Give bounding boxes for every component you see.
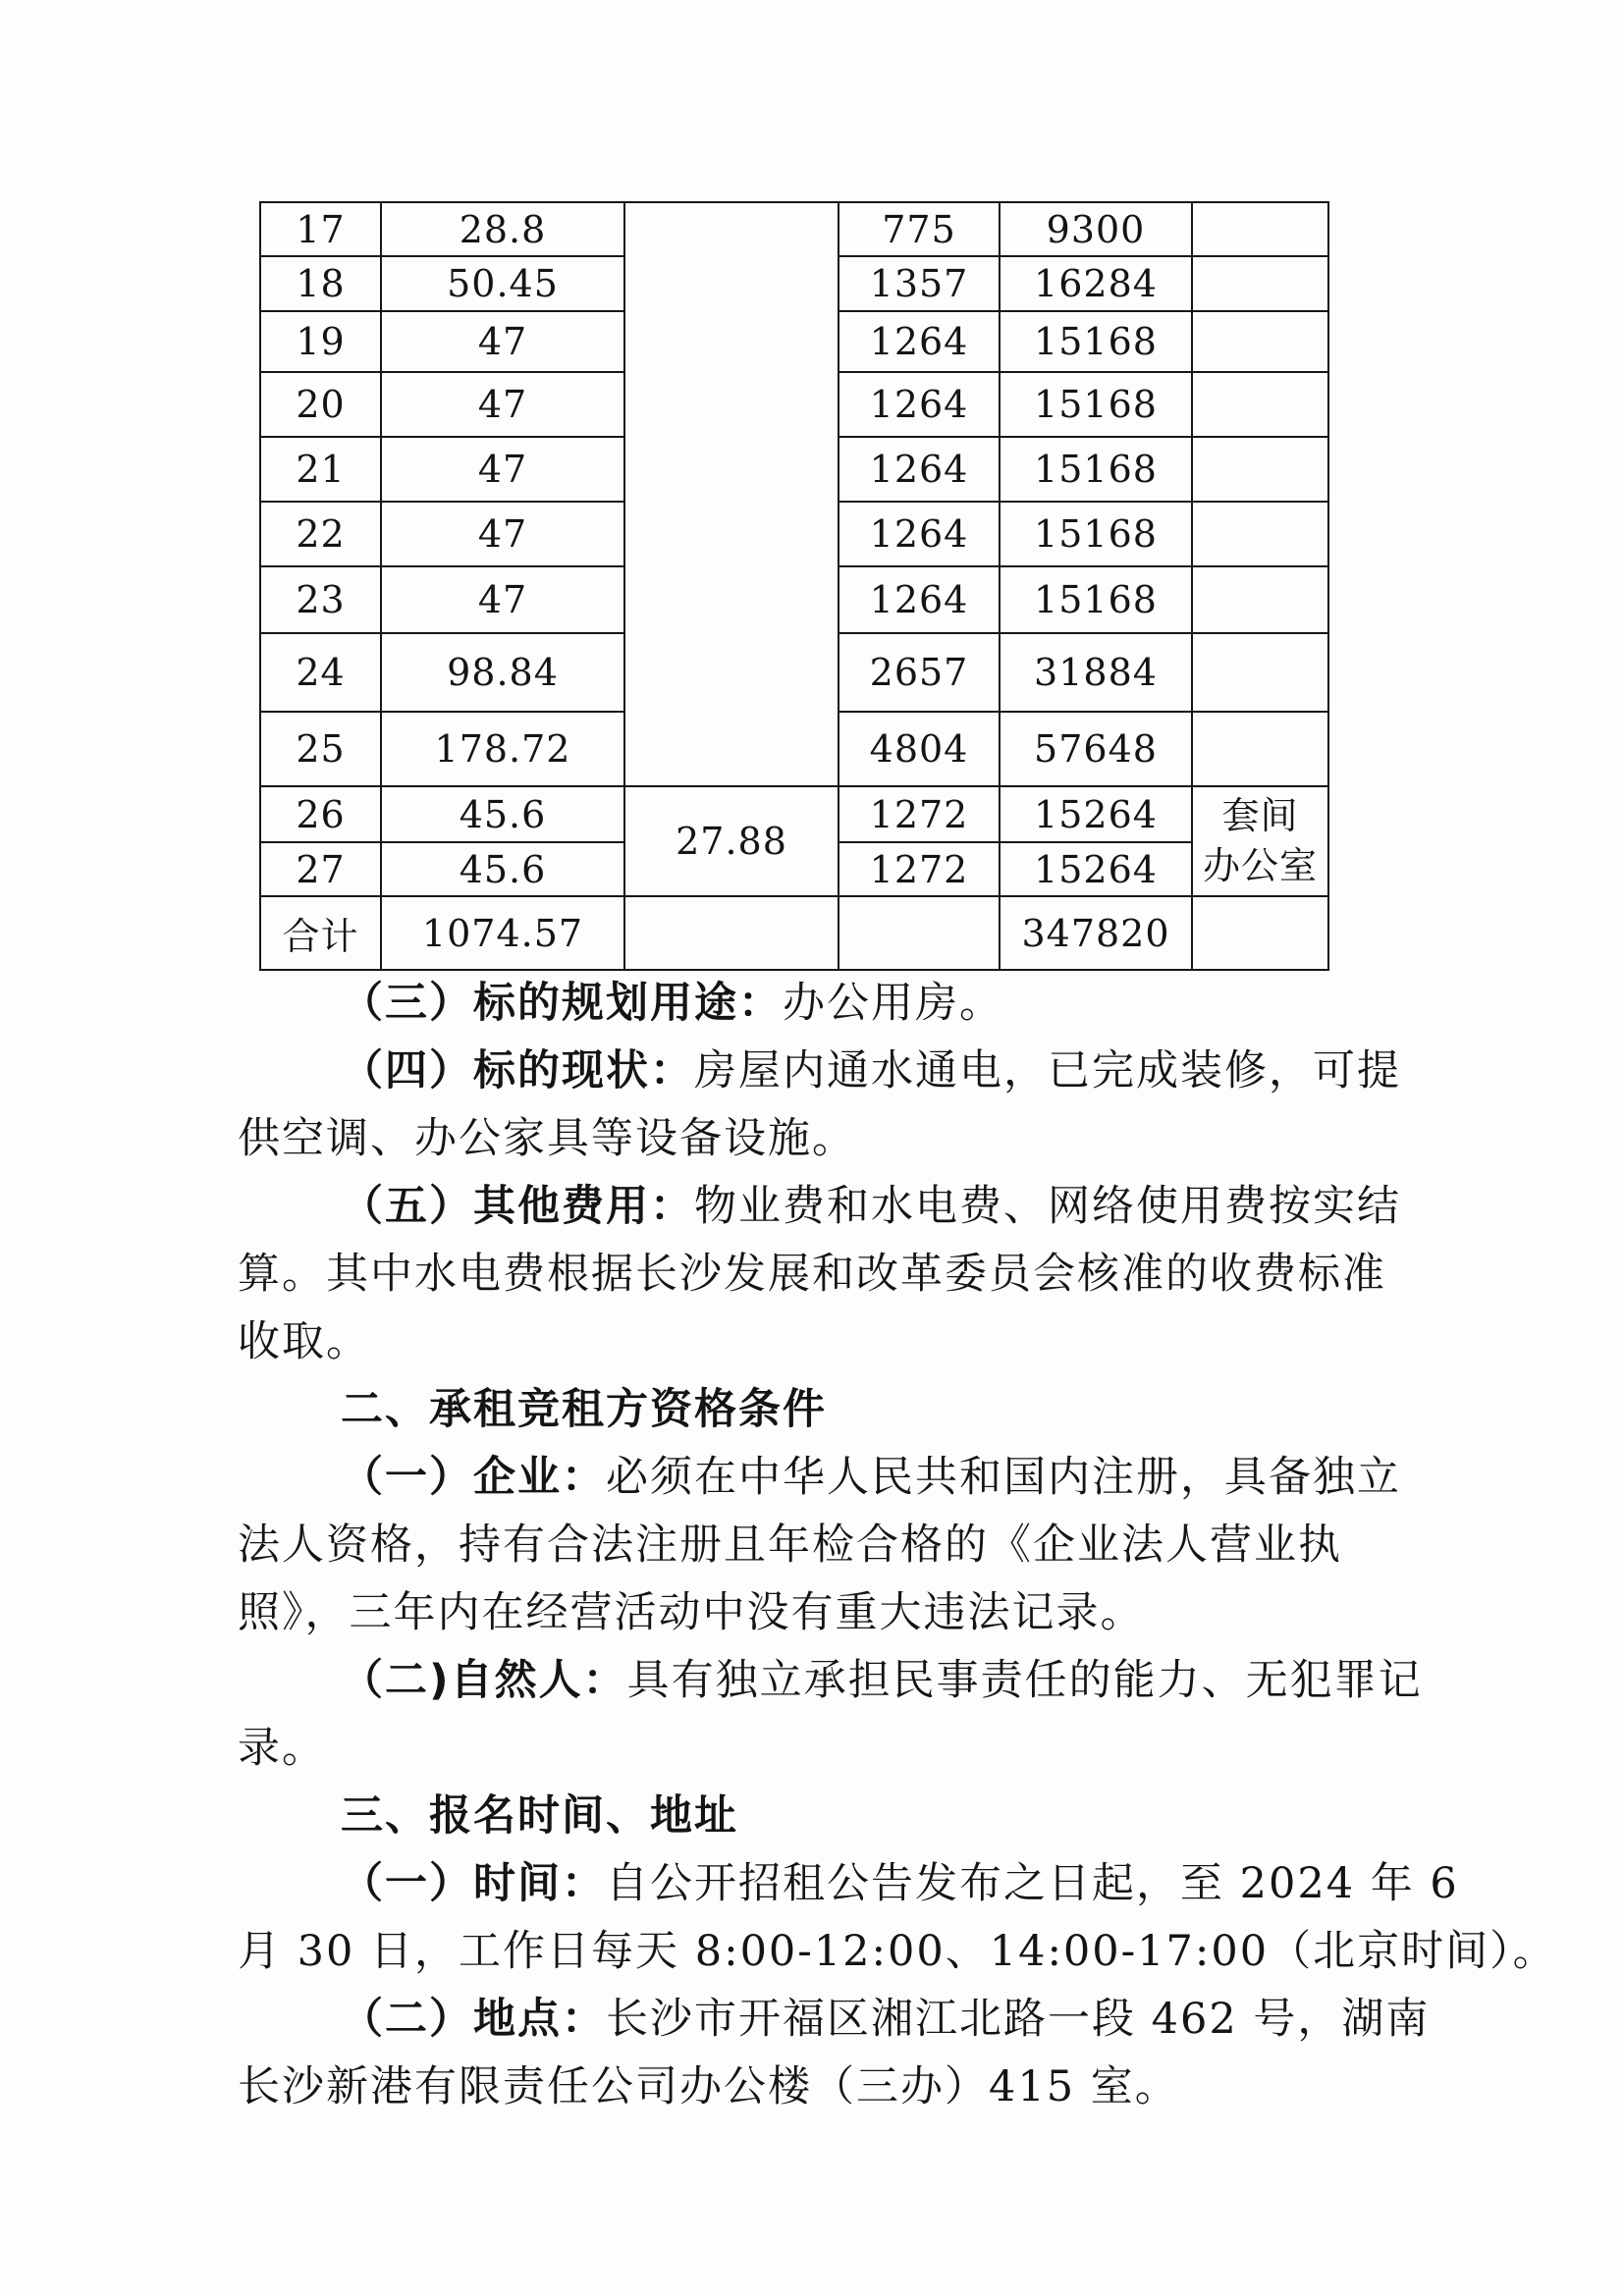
cell-no: 25: [260, 712, 381, 786]
cell-area: 47: [381, 566, 624, 633]
cell-no: 18: [260, 256, 381, 311]
paragraph-text: 房屋内通水通电，已完成装修，可提: [694, 1046, 1401, 1095]
paragraph-text: 法人资格，持有合法注册且年检合格的《企业法人营业执: [238, 1521, 1342, 1570]
cell-no: 27: [260, 842, 381, 896]
cell-no: 23: [260, 566, 381, 633]
paragraph-line: [238, 1038, 1401, 1105]
cell-total-area: 1074.57: [381, 896, 624, 970]
cell-no: 19: [260, 311, 381, 372]
paragraph-line: [238, 1308, 1396, 1376]
paragraph-line: [238, 1579, 1396, 1647]
cell-annual-rent: 9300: [1000, 202, 1192, 256]
table-row-total: [260, 896, 1328, 970]
paragraph-text: 收取。: [238, 1317, 370, 1366]
paragraph-text: 具有独立承担民事责任的能力、无犯罪记: [626, 1656, 1423, 1705]
note-line: 办公室: [1202, 844, 1318, 887]
cell-annual-rent: 15168: [1000, 372, 1192, 437]
paragraph-line: [238, 1105, 1396, 1173]
paragraph-text: 长沙新港有限责任公司办公楼（三办）415 室。: [238, 2062, 1179, 2111]
cell-annual-rent: 57648: [1000, 712, 1192, 786]
cell-annual-rent: 15168: [1000, 566, 1192, 633]
paragraph-bold-label: （二)自然人：: [341, 1656, 627, 1705]
paragraph-text: 照》，三年内在经营活动中没有重大违法记录。: [238, 1588, 1145, 1637]
paragraph-line: [238, 1918, 1557, 1986]
cell-area: 47: [381, 372, 624, 437]
cell-no: 20: [260, 372, 381, 437]
paragraph-line: [238, 1512, 1396, 1579]
paragraph-line: [238, 970, 1396, 1038]
cell-monthly-rent: 1264: [839, 437, 1000, 502]
body-text: [238, 970, 1557, 2121]
cell-monthly-rent: 1357: [839, 256, 1000, 311]
cell-annual-rent: 31884: [1000, 633, 1192, 712]
cell-annual-rent: 15168: [1000, 437, 1192, 502]
cell-area: 47: [381, 502, 624, 566]
section-heading-label: 三、报名时间、地址: [341, 1791, 738, 1841]
paragraph-line: [238, 2054, 1396, 2121]
cell-area: 45.6: [381, 786, 624, 842]
cell-area: 98.84: [381, 633, 624, 712]
cell-note-suite-office: [1192, 786, 1328, 896]
paragraph-text: 自公开招租公告发布之日起，至 2024 年 6: [606, 1859, 1459, 1908]
cell-total-annual-rent: 347820: [1000, 896, 1192, 970]
cell-monthly-rent: 4804: [839, 712, 1000, 786]
table-row: [260, 202, 1328, 256]
cell-note: [1192, 896, 1328, 970]
section-heading: [238, 1376, 1396, 1444]
cell-note: [1192, 566, 1328, 633]
table-row: [260, 786, 1328, 842]
paragraph-line: [238, 1986, 1431, 2054]
paragraph-bold-label: （四）标的现状：: [341, 1046, 694, 1095]
paragraph-line: [238, 1850, 1459, 1918]
cell-note: [1192, 202, 1328, 256]
paragraph-line: [238, 1444, 1401, 1512]
section-heading: [238, 1783, 1396, 1850]
cell-note: [1192, 256, 1328, 311]
cell-area: 178.72: [381, 712, 624, 786]
paragraph-bold-label: （一）企业：: [341, 1453, 606, 1502]
cell-monthly-rent: 1264: [839, 311, 1000, 372]
cell-monthly-rent: 2657: [839, 633, 1000, 712]
table-body: [260, 202, 1328, 970]
cell-no: 22: [260, 502, 381, 566]
cell-note: [1192, 502, 1328, 566]
paragraph-text: 物业费和水电费、网络使用费按实结: [694, 1182, 1401, 1231]
cell-annual-rent: 15168: [1000, 502, 1192, 566]
cell-note: [1192, 311, 1328, 372]
cell-unit-price: [624, 896, 839, 970]
cell-no: 21: [260, 437, 381, 502]
cell-monthly-rent: [839, 896, 1000, 970]
paragraph-text: 月 30 日，工作日每天 8:00-12:00、14:00-17:00（北京时间）。: [238, 1927, 1557, 1976]
paragraph-text: 录。: [238, 1724, 326, 1773]
cell-annual-rent: 15264: [1000, 842, 1192, 896]
paragraph-text: 必须在中华人民共和国内注册，具备独立: [606, 1453, 1401, 1502]
cell-annual-rent: 16284: [1000, 256, 1192, 311]
section-heading-label: 二、承租竞租方资格条件: [341, 1385, 827, 1434]
cell-no: 26: [260, 786, 381, 842]
paragraph-line: [238, 1173, 1401, 1241]
cell-unit-price-merged: [624, 202, 839, 786]
cell-no: 17: [260, 202, 381, 256]
paragraph-text: 算。其中水电费根据长沙发展和改革委员会核准的收费标准: [238, 1250, 1386, 1299]
cell-monthly-rent: 1264: [839, 372, 1000, 437]
cell-area: 45.6: [381, 842, 624, 896]
cell-note: [1192, 633, 1328, 712]
cell-area: 28.8: [381, 202, 624, 256]
cell-annual-rent: 15264: [1000, 786, 1192, 842]
paragraph-text: 办公用房。: [783, 979, 1003, 1028]
cell-area: 50.45: [381, 256, 624, 311]
cell-monthly-rent: 1264: [839, 566, 1000, 633]
cell-monthly-rent: 1272: [839, 842, 1000, 896]
paragraph-text: 供空调、办公家具等设备设施。: [238, 1114, 856, 1163]
cell-note: [1192, 372, 1328, 437]
paragraph-bold-label: （二）地点：: [341, 1995, 606, 2044]
paragraph-line: [238, 1241, 1396, 1308]
paragraph-bold-label: （五）其他费用：: [341, 1182, 694, 1231]
cell-monthly-rent: 1264: [839, 502, 1000, 566]
cell-unit-price: 27.88: [624, 786, 839, 896]
paragraph-bold-label: （一）时间：: [341, 1859, 606, 1908]
cell-monthly-rent: 1272: [839, 786, 1000, 842]
cell-note: [1192, 437, 1328, 502]
rental-units-table: [259, 201, 1329, 971]
cell-no: 24: [260, 633, 381, 712]
paragraph-line: [238, 1715, 1396, 1783]
cell-area: 47: [381, 437, 624, 502]
cell-monthly-rent: 775: [839, 202, 1000, 256]
cell-note: [1192, 712, 1328, 786]
cell-area: 47: [381, 311, 624, 372]
paragraph-text: 长沙市开福区湘江北路一段 462 号，湖南: [606, 1995, 1431, 2044]
paragraph-bold-label: （三）标的规划用途：: [341, 979, 783, 1028]
note-line: 套间: [1221, 793, 1299, 837]
cell-annual-rent: 15168: [1000, 311, 1192, 372]
cell-total-label: 合计: [260, 896, 381, 970]
paragraph-line: [238, 1647, 1423, 1715]
